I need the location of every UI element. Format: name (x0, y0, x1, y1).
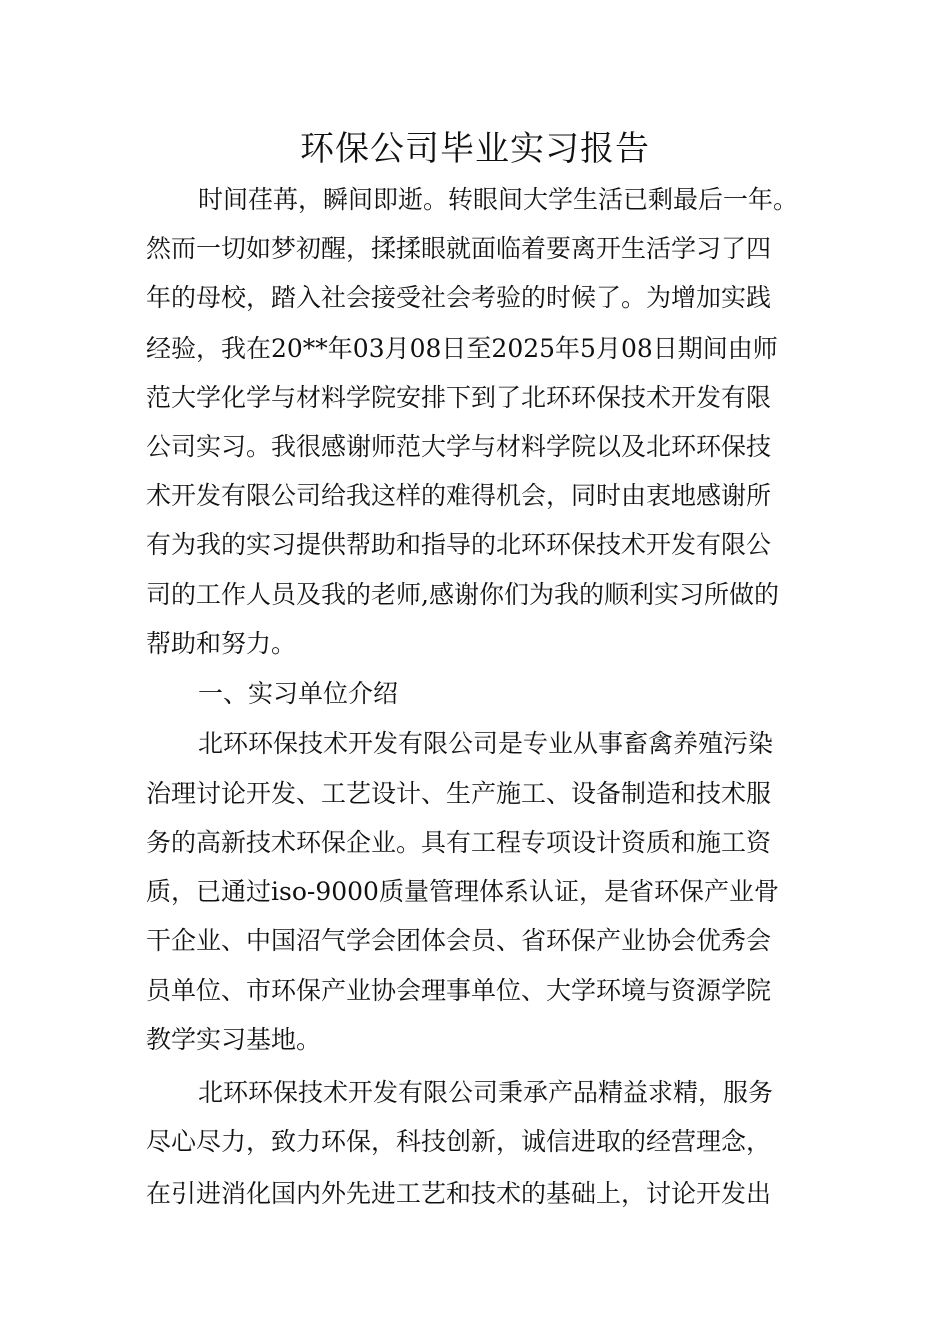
paragraph-line: 务的高新技术环保企业。具有工程专项设计资质和施工资 (146, 828, 772, 857)
paragraph-line: 司的工作人员及我的老师,感谢你们为我的顺利实习所做的 (146, 580, 779, 609)
paragraph-line: 帮助和努力。 (146, 629, 297, 658)
paragraph-line: 然而一切如梦初醒，揉揉眼就面临着要离开生活学习了四 (146, 234, 772, 263)
paragraph-line: 治理讨论开发、工艺设计、生产施工、设备制造和技术服 (146, 779, 772, 808)
paragraph-line: 干企业、中国沼气学会团体会员、省环保产业协会优秀会 (146, 926, 772, 955)
paragraph-line: 北环环保技术开发有限公司秉承产品精益求精，服务 (198, 1078, 774, 1107)
paragraph-line: 术开发有限公司给我这样的难得机会，同时由衷地感谢所 (146, 481, 772, 510)
paragraph-line: 公司实习。我很感谢师范大学与材料学院以及北环环保技 (146, 432, 772, 461)
paragraph-line: 教学实习基地。 (146, 1025, 322, 1054)
document-title: 环保公司毕业实习报告 (300, 129, 650, 169)
paragraph-line: 北环环保技术开发有限公司是专业从事畜禽养殖污染 (198, 729, 774, 758)
paragraph-line: 员单位、市环保产业协会理事单位、大学环境与资源学院 (146, 976, 772, 1005)
paragraph-line: 在引进消化国内外先进工艺和技术的基础上，讨论开发出 (146, 1179, 772, 1208)
paragraph-line: 有为我的实习提供帮助和指导的北环环保技术开发有限公 (146, 530, 772, 559)
paragraph-line: 质，已通过iso-9000质量管理体系认证，是省环保产业骨 (146, 877, 779, 906)
paragraph-line: 时间荏苒，瞬间即逝。转眼间大学生活已剩最后一年。 (198, 185, 799, 214)
paragraph-line: 尽心尽力，致力环保，科技创新，诚信进取的经营理念， (146, 1127, 772, 1156)
paragraph-line: 年的母校，踏入社会接受社会考验的时候了。为增加实践 (146, 283, 772, 312)
paragraph-line: 经验，我在20**年03月08日至2025年5月08日期间由师 (146, 334, 778, 363)
paragraph-line: 范大学化学与材料学院安排下到了北环环保技术开发有限 (146, 383, 772, 412)
section-heading: 一、实习单位介绍 (198, 679, 399, 708)
